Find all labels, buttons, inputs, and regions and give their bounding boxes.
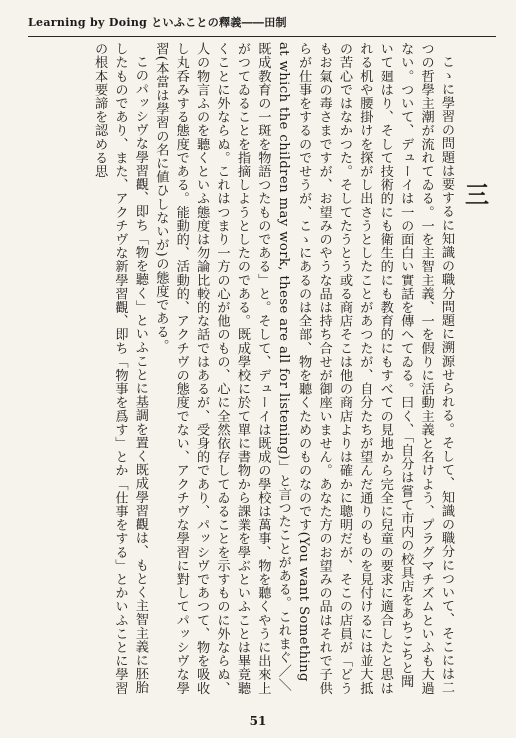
chapter-number: 三 [465,180,489,209]
paragraph-1: こゝに學習の問題は要するに知識の職分問題に溯源せられる。そして、知識の職分について、そこには二つの哲學主潮が流れてゐる。一を主智主義、一を假りに活動主義と名けよう、プラグマチズムといふも大過ない。ついて、デューイは一の面白い實話を傳へてゐる。曰く、「自分は嘗て市内の校具店をあちこちと聞いて廻はり、そして技術的にも衛生的にも教育的にもすべての見地から完全に兒童の要求に適合したと思はれる机や腰掛けを探がし出さうとしたことがあつたが、自分たちが望んだ通りのものを見付けるには並大抵の苦心ではなかつた。そしてたうとう或る商店そこは他の商店よりは確かに聰明だが、そこの店員が「どうもお氣の毒さまですが、お望みのやうな品は持ち合せが御座いません。あなた方のお望みの品はそれで子供らが仕事をするのでせうが、こゝにあるのは全部、物を聽くためのものなのです(You want Something at which the children may work, these are all for listening)」と言つたことがある。これまぐ／＼既成教育の一斑を物語つたものである」と。そして、デューイは既成の學校は萬事、物を聽くやうに出來上がつてゐることを指摘しようとしたのである。既成學校に於て單に書物から課業を學ぶといふことは畢竟聽くことに外ならぬ。これはつまり一方の心が他のもの、心に全然依存してゐることを示すものに外ならぬ、人の物言ふのを聽くといふ態度は勿論比較的な話ではあるが、受身的であり、パッシヴであつて、物を吸收し丸呑みする態度である。能動的、活動的、アクチヴの態度でない、アクチヴな學習に對してパッシヴな學習(本當は學習の名に値ひしないが)の態度である。 [153,42,454,695]
body-text [28,42,456,700]
page-number: 51 [249,714,267,728]
running-header-title: Learning by Doing といふことの釋義――田制 [28,16,287,29]
header-rule [28,36,496,37]
running-header [28,14,496,32]
paragraph-2: このパッシヴな學習觀、即ち「物を聽く」といふことに基調を置く既成學習觀は、もとく主智主義に胚胎したものであり、また、アクチヴな新學習觀、即ち「物事を爲す」とか「仕事をする」とかいふことに學習の根本要諦を認める思 [92,42,148,695]
